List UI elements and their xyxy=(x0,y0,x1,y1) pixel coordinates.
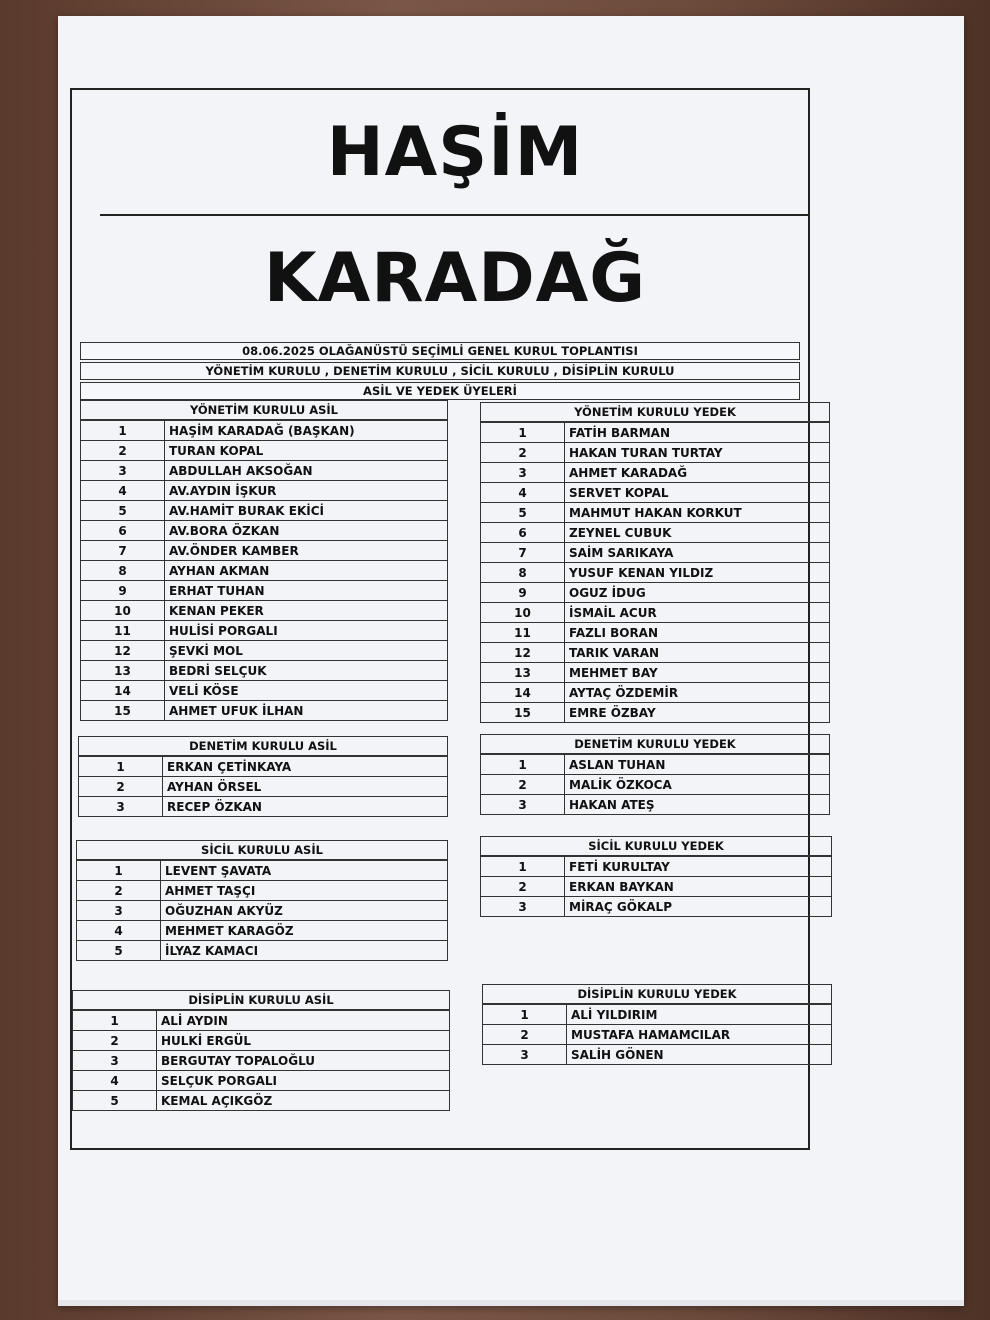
table-row xyxy=(481,703,830,723)
table-row xyxy=(77,861,448,881)
table-row xyxy=(77,941,448,961)
table-row xyxy=(81,601,448,621)
member-number: 11 xyxy=(81,621,165,641)
member-name: ABDULLAH AKSOĞAN xyxy=(165,461,448,481)
member-name: FETİ KURULTAY xyxy=(565,857,832,877)
section-denetim-yedek xyxy=(480,734,830,815)
table-row xyxy=(81,581,448,601)
meeting-title: 08.06.2025 OLAĞANÜSTÜ SEÇİMLİ GENEL KURUL TOPLANTISI xyxy=(80,342,800,360)
table-row xyxy=(481,443,830,463)
member-name: MALİK ÖZKOCA xyxy=(565,775,830,795)
table-row xyxy=(81,541,448,561)
table-row xyxy=(481,877,832,897)
member-name: AYHAN ÖRSEL xyxy=(163,777,448,797)
member-name: AV.BORA ÖZKAN xyxy=(165,521,448,541)
members-table xyxy=(76,860,448,961)
table-row xyxy=(81,421,448,441)
table-row xyxy=(73,1031,450,1051)
member-number: 2 xyxy=(79,777,163,797)
table-row xyxy=(481,795,830,815)
member-number: 3 xyxy=(79,797,163,817)
section-title: YÖNETİM KURULU ASİL xyxy=(80,400,448,420)
member-number: 9 xyxy=(481,583,565,603)
table-row xyxy=(81,641,448,661)
section-sicil-yedek xyxy=(480,836,832,917)
member-name: FAZLI BORAN xyxy=(565,623,830,643)
member-name: AV.ÖNDER KAMBER xyxy=(165,541,448,561)
member-name: MUSTAFA HAMAMCILAR xyxy=(567,1025,832,1045)
member-number: 1 xyxy=(481,857,565,877)
member-name: HULİSİ PORGALI xyxy=(165,621,448,641)
member-number: 10 xyxy=(481,603,565,623)
member-name: HAŞİM KARADAĞ (BAŞKAN) xyxy=(165,421,448,441)
member-name: ASLAN TUHAN xyxy=(565,755,830,775)
member-number: 15 xyxy=(81,701,165,721)
table-row xyxy=(481,523,830,543)
member-number: 3 xyxy=(483,1045,567,1065)
table-row xyxy=(481,663,830,683)
member-name: KENAN PEKER xyxy=(165,601,448,621)
member-name: SALİH GÖNEN xyxy=(567,1045,832,1065)
member-number: 4 xyxy=(81,481,165,501)
member-number: 1 xyxy=(481,755,565,775)
title-box-last-name xyxy=(100,216,810,340)
member-name: İSMAİL ACUR xyxy=(565,603,830,623)
member-name: MAHMUT HAKAN KORKUT xyxy=(565,503,830,523)
table-row xyxy=(81,661,448,681)
member-name: VELİ KÖSE xyxy=(165,681,448,701)
member-number: 1 xyxy=(79,757,163,777)
member-name: HAKAN TURAN TURTAY xyxy=(565,443,830,463)
section-title: YÖNETİM KURULU YEDEK xyxy=(480,402,830,422)
member-number: 3 xyxy=(481,897,565,917)
paper-bottom-edge xyxy=(58,1300,964,1306)
table-row xyxy=(73,1051,450,1071)
member-name: BEDRİ SELÇUK xyxy=(165,661,448,681)
member-number: 2 xyxy=(483,1025,567,1045)
member-name: AV.AYDIN İŞKUR xyxy=(165,481,448,501)
table-row xyxy=(81,501,448,521)
member-name: ERKAN BAYKAN xyxy=(565,877,832,897)
member-number: 5 xyxy=(81,501,165,521)
section-disiplin-asil xyxy=(72,990,450,1111)
member-number: 4 xyxy=(73,1071,157,1091)
member-number: 1 xyxy=(81,421,165,441)
members-table xyxy=(480,422,830,723)
member-number: 12 xyxy=(81,641,165,661)
member-number: 13 xyxy=(481,663,565,683)
members-table xyxy=(480,856,832,917)
member-name: MEHMET KARAGÖZ xyxy=(161,921,448,941)
member-number: 4 xyxy=(77,921,161,941)
member-name: MEHMET BAY xyxy=(565,663,830,683)
member-name: BERGUTAY TOPALOĞLU xyxy=(157,1051,450,1071)
table-row xyxy=(481,897,832,917)
section-title: DİSİPLİN KURULU ASİL xyxy=(72,990,450,1010)
member-name: SAİM SARIKAYA xyxy=(565,543,830,563)
member-number: 3 xyxy=(481,795,565,815)
member-number: 1 xyxy=(483,1005,567,1025)
member-name: ALİ YILDIRIM xyxy=(567,1005,832,1025)
member-number: 5 xyxy=(481,503,565,523)
member-name: TARIK VARAN xyxy=(565,643,830,663)
table-row xyxy=(77,901,448,921)
member-number: 3 xyxy=(77,901,161,921)
table-row xyxy=(73,1091,450,1111)
member-number: 2 xyxy=(73,1031,157,1051)
table-row xyxy=(81,561,448,581)
member-number: 3 xyxy=(73,1051,157,1071)
section-title: SİCİL KURULU YEDEK xyxy=(480,836,832,856)
member-number: 12 xyxy=(481,643,565,663)
table-row xyxy=(481,583,830,603)
table-row xyxy=(81,701,448,721)
section-title: DENETİM KURULU YEDEK xyxy=(480,734,830,754)
member-number: 8 xyxy=(81,561,165,581)
section-sicil-asil xyxy=(76,840,448,961)
title-first-name: HAŞİM xyxy=(326,112,584,192)
section-title: DİSİPLİN KURULU YEDEK xyxy=(482,984,832,1004)
member-name: ALİ AYDIN xyxy=(157,1011,450,1031)
member-name: AHMET UFUK İLHAN xyxy=(165,701,448,721)
table-row xyxy=(79,797,448,817)
member-number: 7 xyxy=(81,541,165,561)
member-number: 4 xyxy=(481,483,565,503)
member-name: OĞUZHAN AKYÜZ xyxy=(161,901,448,921)
table-row xyxy=(79,757,448,777)
table-row xyxy=(481,775,830,795)
section-disiplin-yedek xyxy=(482,984,832,1065)
member-name: AYHAN AKMAN xyxy=(165,561,448,581)
table-row xyxy=(481,543,830,563)
member-number: 2 xyxy=(77,881,161,901)
table-row xyxy=(81,481,448,501)
member-number: 6 xyxy=(481,523,565,543)
table-row xyxy=(81,441,448,461)
members-table xyxy=(78,756,448,817)
member-name: YUSUF KENAN YILDIZ xyxy=(565,563,830,583)
table-row xyxy=(481,623,830,643)
member-number: 13 xyxy=(81,661,165,681)
member-number: 10 xyxy=(81,601,165,621)
table-row xyxy=(481,483,830,503)
member-number: 2 xyxy=(81,441,165,461)
table-row xyxy=(481,423,830,443)
member-name: SERVET KOPAL xyxy=(565,483,830,503)
paper-sheet xyxy=(58,16,964,1306)
table-row xyxy=(77,881,448,901)
members-subtitle: ASİL VE YEDEK ÜYELERİ xyxy=(80,382,800,400)
members-table xyxy=(80,420,448,721)
title-last-name: KARADAĞ xyxy=(263,238,647,318)
member-number: 3 xyxy=(481,463,565,483)
member-name: ERKAN ÇETİNKAYA xyxy=(163,757,448,777)
table-row xyxy=(81,681,448,701)
member-number: 1 xyxy=(73,1011,157,1031)
table-row xyxy=(79,777,448,797)
table-row xyxy=(483,1025,832,1045)
member-name: SELÇUK PORGALI xyxy=(157,1071,450,1091)
member-number: 14 xyxy=(481,683,565,703)
member-name: LEVENT ŞAVATA xyxy=(161,861,448,881)
member-name: KEMAL AÇIKGÖZ xyxy=(157,1091,450,1111)
member-number: 9 xyxy=(81,581,165,601)
table-row xyxy=(81,621,448,641)
table-row xyxy=(77,921,448,941)
table-row xyxy=(481,503,830,523)
member-name: AHMET KARADAĞ xyxy=(565,463,830,483)
table-row xyxy=(481,643,830,663)
member-number: 7 xyxy=(481,543,565,563)
member-number: 5 xyxy=(73,1091,157,1111)
table-row xyxy=(481,683,830,703)
member-name: EMRE ÖZBAY xyxy=(565,703,830,723)
member-name: AHMET TAŞÇI xyxy=(161,881,448,901)
section-yonetim-asil xyxy=(80,400,448,721)
member-number: 1 xyxy=(77,861,161,881)
members-table xyxy=(482,1004,832,1065)
member-number: 8 xyxy=(481,563,565,583)
table-row xyxy=(481,755,830,775)
member-name: TURAN KOPAL xyxy=(165,441,448,461)
member-number: 2 xyxy=(481,443,565,463)
section-title: DENETİM KURULU ASİL xyxy=(78,736,448,756)
member-name: HULKİ ERGÜL xyxy=(157,1031,450,1051)
member-number: 2 xyxy=(481,775,565,795)
member-number: 11 xyxy=(481,623,565,643)
member-number: 14 xyxy=(81,681,165,701)
member-number: 15 xyxy=(481,703,565,723)
table-row xyxy=(483,1005,832,1025)
table-row xyxy=(481,563,830,583)
table-row xyxy=(81,461,448,481)
member-name: HAKAN ATEŞ xyxy=(565,795,830,815)
member-number: 5 xyxy=(77,941,161,961)
section-denetim-asil xyxy=(78,736,448,817)
table-row xyxy=(73,1071,450,1091)
member-name: İLYAZ KAMACI xyxy=(161,941,448,961)
member-name: RECEP ÖZKAN xyxy=(163,797,448,817)
member-number: 3 xyxy=(81,461,165,481)
table-row xyxy=(481,603,830,623)
member-name: OGUZ İDUG xyxy=(565,583,830,603)
table-row xyxy=(483,1045,832,1065)
table-row xyxy=(481,857,832,877)
member-number: 2 xyxy=(481,877,565,897)
member-name: FATİH BARMAN xyxy=(565,423,830,443)
section-title: SİCİL KURULU ASİL xyxy=(76,840,448,860)
member-name: ŞEVKİ MOL xyxy=(165,641,448,661)
members-table xyxy=(72,1010,450,1111)
member-name: ERHAT TUHAN xyxy=(165,581,448,601)
member-name: AV.HAMİT BURAK EKİCİ xyxy=(165,501,448,521)
table-row xyxy=(81,521,448,541)
boards-subtitle: YÖNETİM KURULU , DENETİM KURULU , SİCİL KURULU , DİSİPLİN KURULU xyxy=(80,362,800,380)
table-row xyxy=(481,463,830,483)
member-number: 6 xyxy=(81,521,165,541)
member-number: 1 xyxy=(481,423,565,443)
member-name: ZEYNEL CUBUK xyxy=(565,523,830,543)
member-name: AYTAÇ ÖZDEMİR xyxy=(565,683,830,703)
title-box-first-name xyxy=(100,90,810,216)
section-yonetim-yedek xyxy=(480,402,830,723)
table-row xyxy=(73,1011,450,1031)
member-name: MİRAÇ GÖKALP xyxy=(565,897,832,917)
members-table xyxy=(480,754,830,815)
